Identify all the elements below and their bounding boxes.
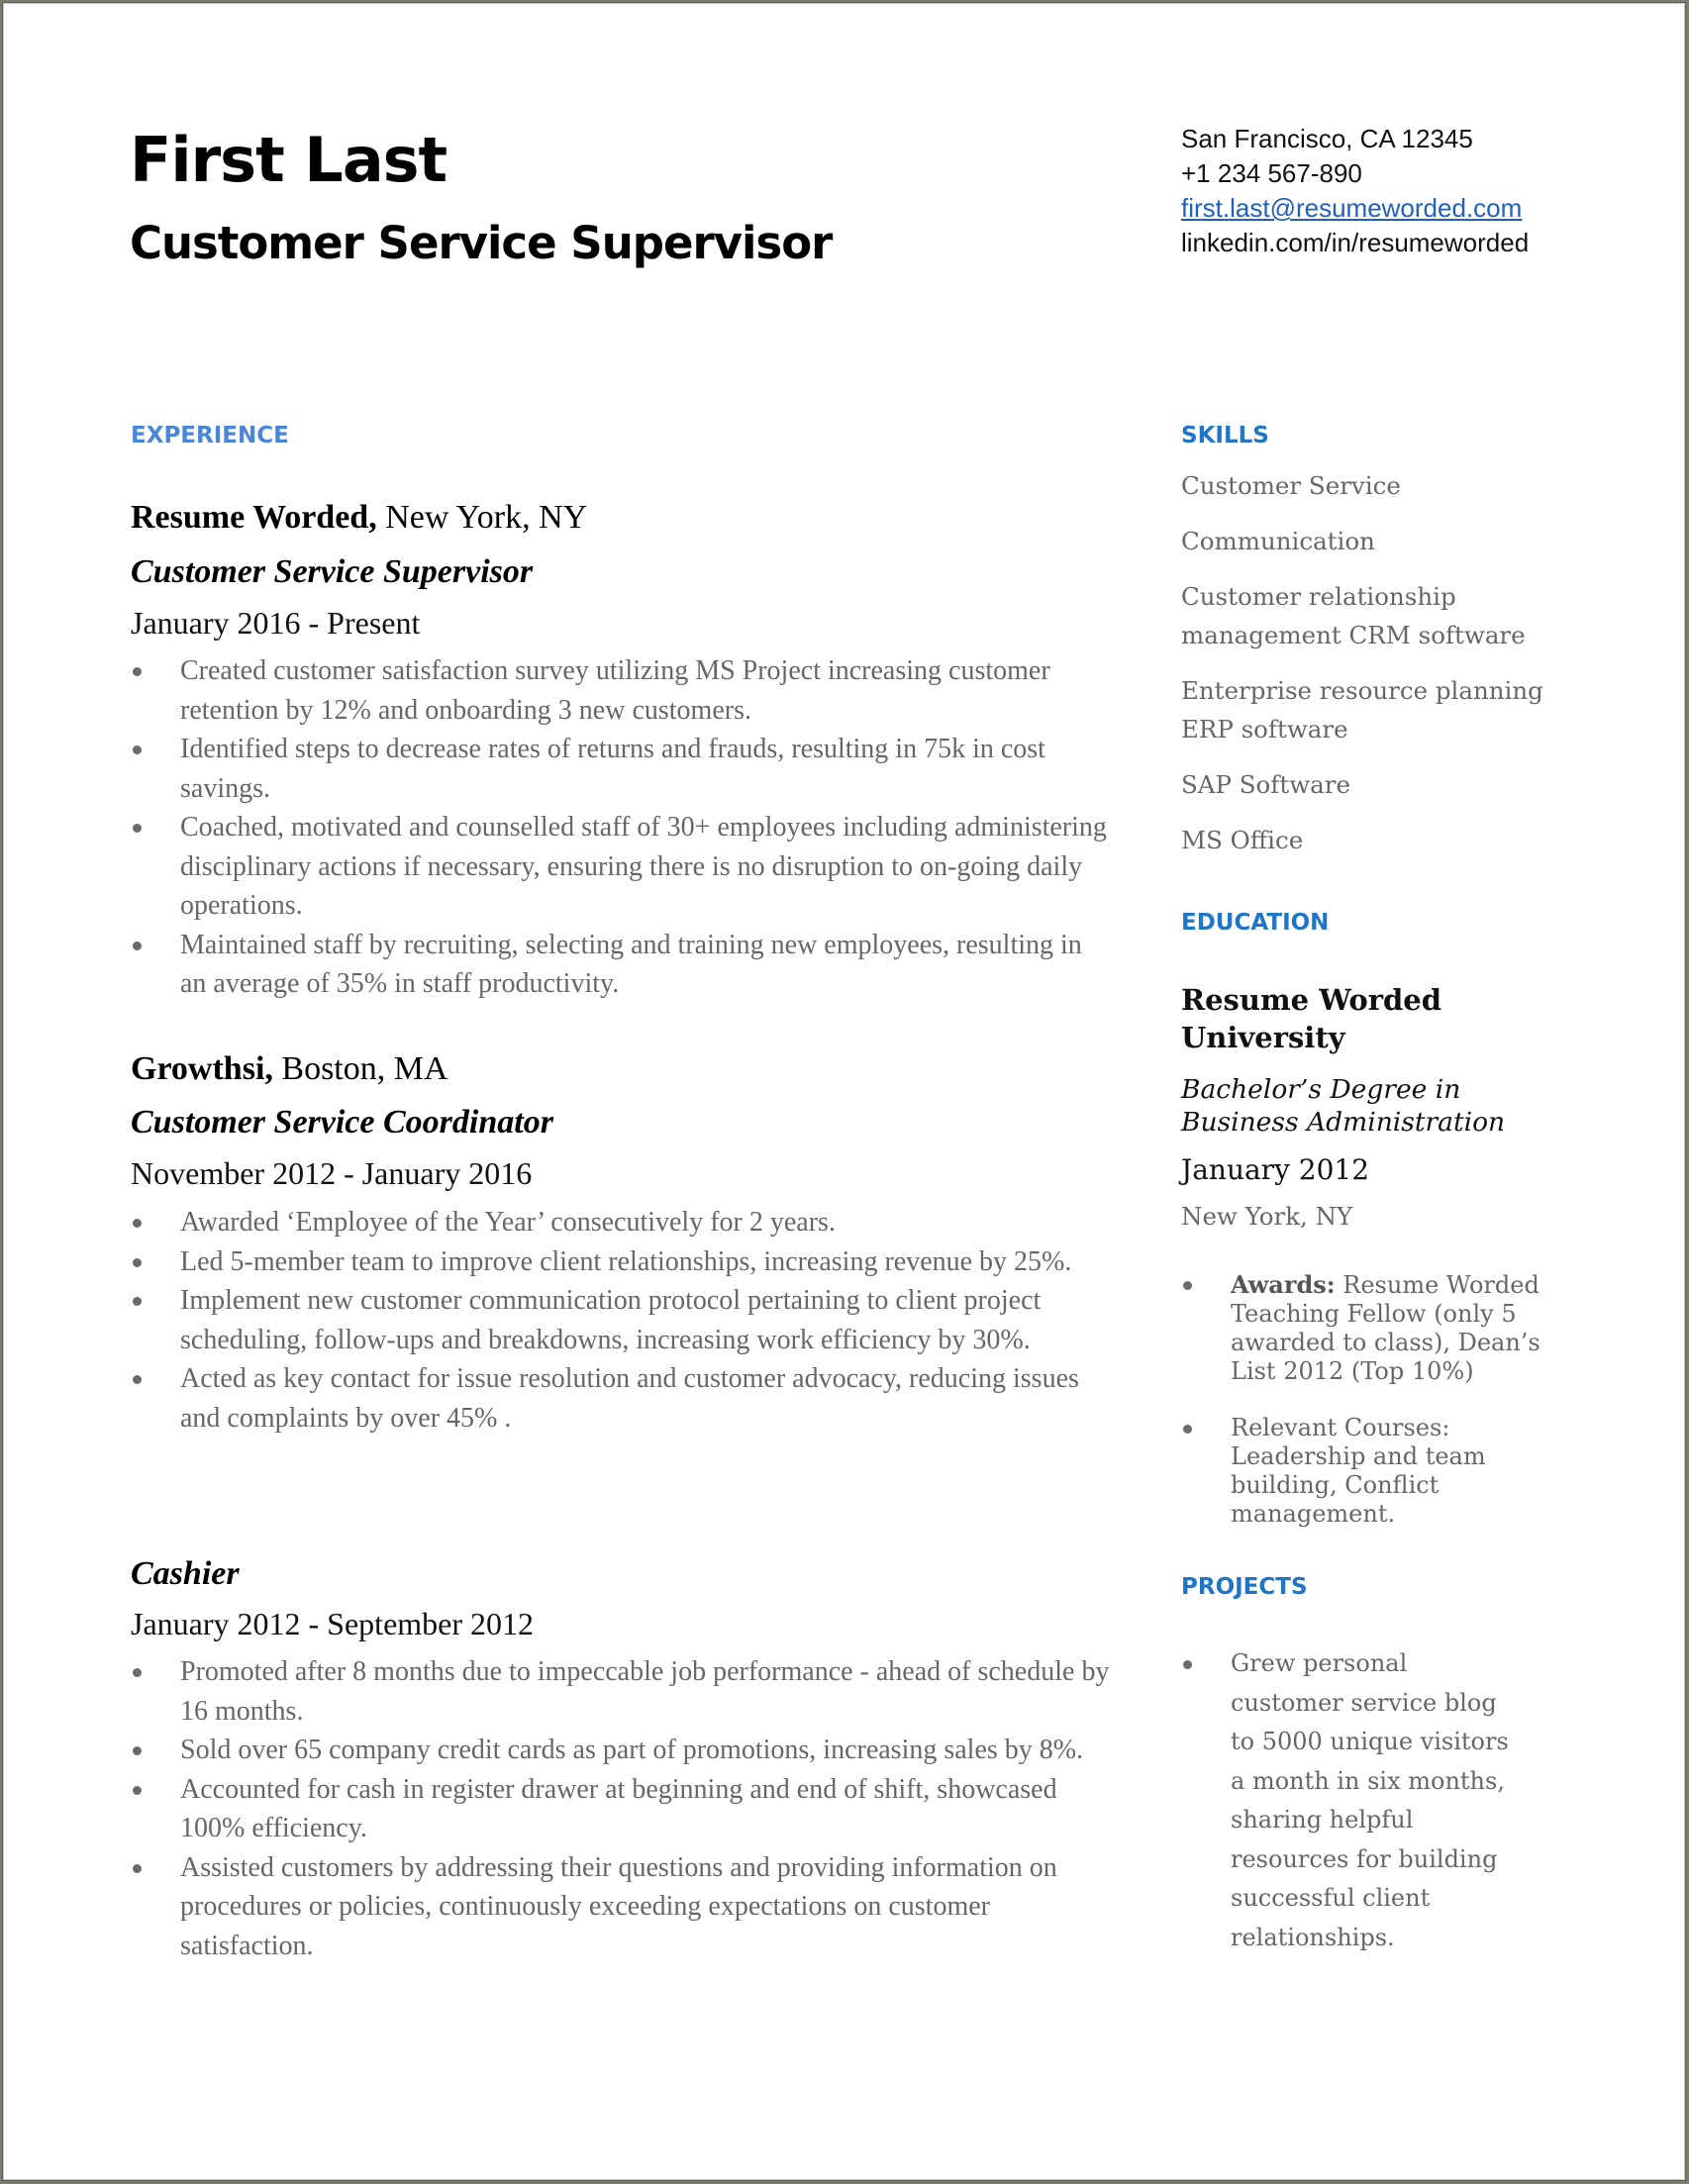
job-3-bullet: Promoted after 8 months due to impeccable job performance - ahead of schedule by 16 months. [131, 1652, 1111, 1731]
candidate-title: Customer Service Supervisor [130, 217, 833, 269]
skills-heading: SKILLS [1181, 423, 1269, 448]
skill-item: MS Office [1181, 826, 1304, 854]
resume-page [2, 2, 1686, 2181]
education-heading: EDUCATION [1181, 910, 1330, 936]
skill-item: Communication [1181, 527, 1375, 555]
job-3-bullet: Assisted customers by addressing their questions and providing information on procedures or policies, continuously exceeding expectations on customer satisfaction. [131, 1848, 1111, 1966]
experience-heading: EXPERIENCE [131, 423, 289, 448]
job-1-bullet: Maintained staff by recruiting, selecting and training new employees, resulting in an average of 35% in staff productivity. [131, 926, 1111, 1004]
contact-email-link[interactable]: first.last@resumeworded.com [1181, 193, 1523, 223]
job-1-bullet: Identified steps to decrease rates of returns and frauds, resulting in 75k in cost savings. [131, 730, 1111, 808]
contact-location: San Francisco, CA 12345 [1181, 124, 1473, 153]
skill-item: SAP Software [1181, 770, 1350, 799]
education-bullet-awards [1181, 1270, 1557, 1386]
job-2-role: Customer Service Coordinator [131, 1104, 553, 1141]
projects-heading: PROJECTS [1181, 1574, 1308, 1600]
skill-item: Enterprise resource planning ERP software [1181, 676, 1543, 744]
skill-item: Customer relationship management CRM software [1181, 582, 1526, 649]
job-2-company: Growthsi, [131, 1050, 273, 1087]
job-2-location: Boston, MA [272, 1050, 448, 1087]
job-2-bullet: Awarded ‘Employee of the Year’ consecutively for 2 years. [131, 1203, 1111, 1242]
job-3-role: Cashier [131, 1555, 240, 1592]
job-1-bullet: Created customer satisfaction survey utilizing MS Project increasing customer retention by 12% and onboarding 3 new customers. [131, 651, 1111, 730]
education-degree: Bachelor’s Degree in Business Administration [1181, 1074, 1506, 1138]
contact-block [1181, 122, 1529, 260]
job-1-role: Customer Service Supervisor [131, 553, 534, 590]
job-2-dates: November 2012 - January 2016 [131, 1155, 533, 1191]
education-date: January 2012 [1181, 1153, 1370, 1186]
job-2-bullet: Acted as key contact for issue resolution and customer advocacy, reducing issues and complaints by over 45% . [131, 1359, 1111, 1438]
job-3-bullet: Accounted for cash in register drawer at beginning and end of shift, showcased 100% efficiency. [131, 1770, 1111, 1848]
courses-text: Relevant Courses: Leadership and team building, Conflict management. [1231, 1414, 1486, 1528]
awards-label: Awards: [1231, 1270, 1336, 1299]
job-2-company-line [131, 1050, 1101, 1088]
job-1-bullet: Coached, motivated and counselled staff of 30+ employees including administering disciplinary actions if necessary, ensuring there is no disruption to on-going daily operations. [131, 808, 1111, 926]
projects-bullets [1181, 1644, 1523, 1957]
job-1-location: New York, NY [376, 499, 588, 536]
education-location: New York, NY [1181, 1202, 1353, 1231]
job-1-company-line [131, 499, 1101, 537]
job-1-dates: January 2016 - Present [131, 605, 421, 641]
candidate-name: First Last [130, 124, 447, 196]
job-3-bullet: Sold over 65 company credit cards as part of promotions, increasing sales by 8%. [131, 1731, 1111, 1770]
job-1-company: Resume Worded, [131, 499, 377, 536]
skill-item: Customer Service [1181, 471, 1401, 500]
contact-linkedin: linkedin.com/in/resumeworded [1181, 228, 1530, 257]
job-3-bullets [131, 1652, 1111, 1965]
job-2-bullets [131, 1203, 1111, 1438]
job-1-bullets [131, 651, 1111, 1004]
education-school: Resume Worded University [1181, 983, 1442, 1054]
job-2-bullet: Implement new customer communication protocol pertaining to client project scheduling, follow-ups and breakdowns, increasing work efficiency by 30%. [131, 1281, 1111, 1359]
contact-phone: +1 234 567-890 [1181, 158, 1362, 188]
job-3-dates: January 2012 - September 2012 [131, 1606, 535, 1641]
education-bullet-courses [1181, 1414, 1557, 1529]
project-bullet: Grew personal customer service blog to 5000 unique visitors a month in six months, sharing helpful resources for building successful client relationships. [1181, 1644, 1523, 1957]
skills-list [1181, 466, 1607, 876]
job-2-bullet: Led 5-member team to improve client relationships, increasing revenue by 25%. [131, 1242, 1111, 1282]
education-bullets [1181, 1270, 1557, 1529]
awards-text: Resume Worded Teaching Fellow (only 5 awarded to class), Dean’s List 2012 (Top 10%) [1231, 1271, 1540, 1385]
